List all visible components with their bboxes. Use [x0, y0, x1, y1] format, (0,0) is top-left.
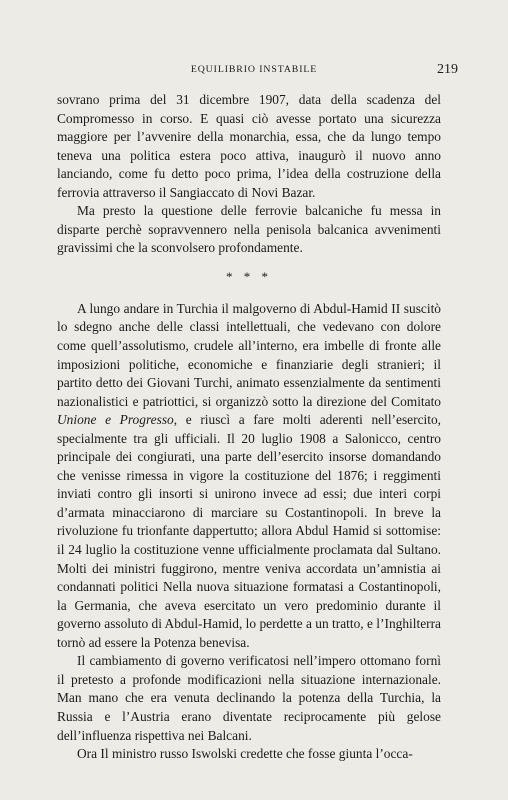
paragraph-4: Il cambiamento di governo verificatosi nell’impero ottomano fornì il pretesto a profonde modificazioni nella situazione internazionale. Man mano che era venuta declinando la potenza della Turchia, la Russia e l’Austria erano diventate reciprocamente più gelose dell’influenza rispettiva nei Balcani.	[57, 653, 441, 743]
running-head: EQUILIBRIO INSTABILE	[190, 64, 318, 75]
paragraph-2: Ma presto la questione delle ferrovie balcaniche fu messa in disparte perchè sopravvennero nella penisola balcanica avvenimenti gravissimi che la sconvolsero profondamente.	[57, 203, 441, 256]
section-separator: * * *	[226, 268, 272, 284]
paragraph-3-text-end: , e riuscì a fare molti aderenti nell’esercito, specialmente tra gli ufficiali. Il 20 luglio 1908 a Salonicco, centro principale dei congiurati, una parte dell’esercito insorse domandando che venisse rimessa in vigore la costituzione del 1876; i reggimenti inviati contro gli insorti si unirono invece ad essi; due interi corpi d’armata minacciarono di marciare su Costantinopoli. In breve la rivoluzione fu trionfante dappertutto; allora Abdul Hamid si sottomise: il 24 luglio la costituzione venne ufficialmente proclamata dal Sultano. Molti dei ministri fuggirono, mentre veniva accordata un’amnistia ai condannati politici Nella nuova situazione formatasi a Costantinopoli, la Germania, che aveva esercitato un vero predominio durante il governo assoluto di Abdul-Hamid, lo perdette a un tratto, e l’Inghilterra tornò ad essere la Potenza benevisa.	[57, 412, 441, 650]
body-text	[57, 91, 441, 764]
page-header	[0, 61, 508, 79]
paragraph-3	[57, 300, 441, 652]
committee-name: Unione e Progresso	[57, 412, 174, 428]
paragraph-3-text-start: A lungo andare in Turchia il malgoverno di Abdul-Hamid II suscitò lo sdegno anche delle classi intellettuali, che vedevano con dolore come quell’assolutismo, crudele all’interno, era imbelle di fronte alle imposizioni politiche, economiche e finanziarie degli stranieri; il partito detto dei Giovani Turchi, animato essenzialmente da sentimenti nazionalistici e patriottici, si organizzò sotto la direzione del Comitato	[57, 300, 441, 409]
paragraph-5: Ora Il ministro russo Iswolski credette che fosse giunta l’occa-	[77, 746, 413, 762]
paragraph-1: sovrano prima del 31 dicembre 1907, data della scadenza del Compromesso in corso. E quasi ciò avesse portato una sicurezza maggiore per l’avvenire della monarchia, essa, che da lungo tempo teneva una politica estera poco attiva, inaugurò il nuovo anno lanciando, come fu detto poco prima, l’idea della costruzione della ferrovia attraverso il Sangiaccato di Novi Bazar.	[57, 92, 441, 200]
page-number: 219	[437, 62, 458, 77]
